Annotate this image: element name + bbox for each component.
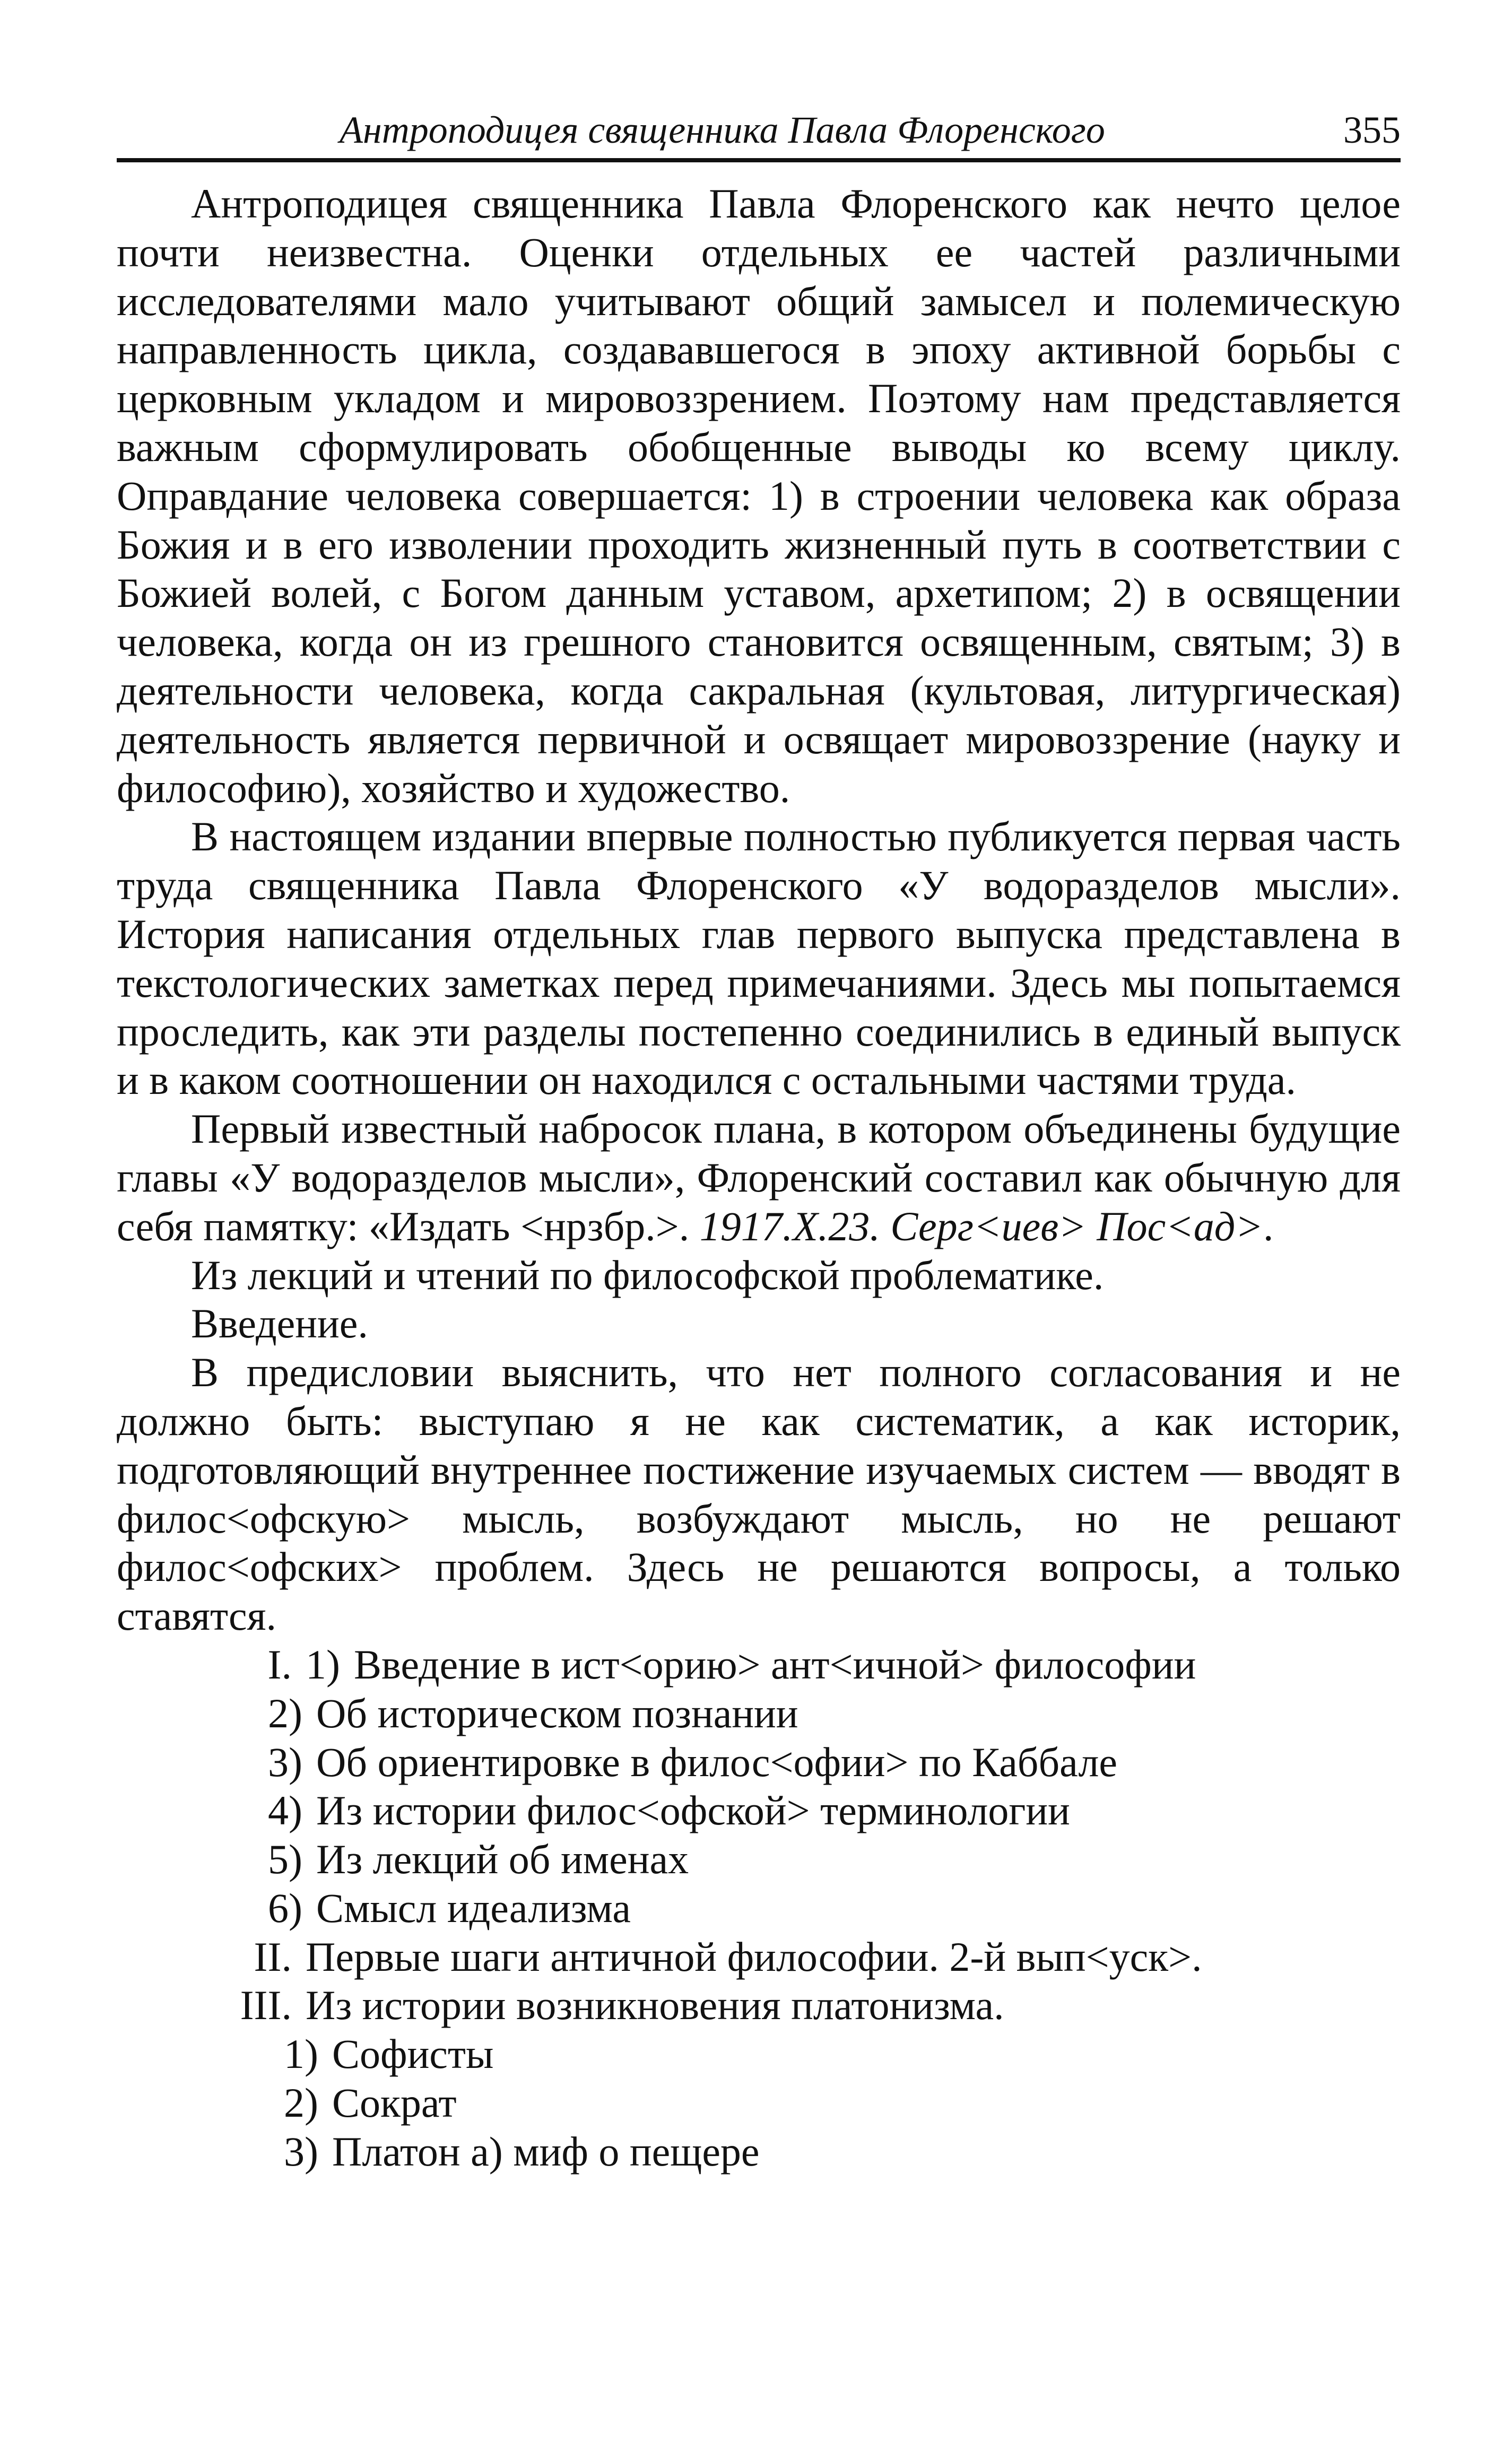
outline-item bbox=[117, 1884, 1401, 1933]
page-body bbox=[117, 179, 1401, 2176]
outline-item-text: Софисты bbox=[332, 2031, 494, 2077]
outline-item bbox=[117, 1738, 1401, 1787]
outline-item bbox=[117, 2079, 1401, 2127]
outline-item-text: Введение в ист<орию> ант<ичной> философии bbox=[353, 1641, 1196, 1688]
plan-line-introduction: Введение. bbox=[191, 1300, 368, 1347]
outline-num: 2) bbox=[284, 2080, 318, 2126]
outline-item bbox=[117, 1786, 1401, 1835]
outline-roman-1: I. bbox=[267, 1641, 292, 1688]
outline-item-text: Платон а) миф о пещере bbox=[332, 2128, 760, 2175]
page-header bbox=[117, 99, 1401, 157]
outline-num: 5) bbox=[268, 1836, 302, 1883]
outline-item-text: Из истории возникновения платонизма. bbox=[306, 1982, 1004, 2029]
outline-section-1 bbox=[117, 1640, 1401, 1689]
outline-num: 2) bbox=[268, 1690, 302, 1736]
outline-section-3 bbox=[117, 1981, 1401, 2030]
outline-num: 3) bbox=[284, 2128, 318, 2175]
outline-item-text: Об ориентировке в филос<офии> по Каббале bbox=[316, 1738, 1118, 1785]
outline-num: 1) bbox=[306, 1641, 340, 1688]
plan-intro-end: . bbox=[1263, 1203, 1274, 1249]
outline-num: 6) bbox=[268, 1884, 302, 1931]
paragraph-preface: В предисловии выяснить, что нет полного согласования и не должно быть: выступаю я не как систематик, а как историк, подготовляющий внутреннее постижение изучаемых систем — вводят в филос<офскую> мысль, возбуждают мысль, но не решают филос<офских> проблем. Здесь не решаются вопросы, а только ставятся. bbox=[117, 1349, 1401, 1639]
plan-line-title: Из лекций и чтений по философской проблематике. bbox=[191, 1251, 1104, 1298]
header-rule bbox=[117, 158, 1401, 162]
plan-intro-date: 1917.X.23. Серг<иев> Пос<ад> bbox=[699, 1203, 1263, 1249]
outline-item-text: Из истории филос<офской> терминологии bbox=[316, 1787, 1070, 1834]
paragraph-publication: В настоящем издании впервые полностью публикуется первая часть труда священника Павла Флоренского «У водоразделов мысли». История написания отдельных глав первого выпуска представлена в текстологических заметках перед примечаниями. Здесь мы попытаемся проследить, как эти разделы постепенно соединились в единый выпуск и в каком соотношении он находился с остальными частями труда. bbox=[117, 813, 1401, 1103]
plan-intro-text: Первый известный набросок плана, в котором объединены будущие главы «У водоразделов мысли», Флоренский составил как обычную для себя памятку: «Издать <нрзбр.>. bbox=[117, 1106, 1401, 1249]
outline-item bbox=[117, 1689, 1401, 1738]
outline-item bbox=[117, 2030, 1401, 2079]
outline-section-2 bbox=[117, 1933, 1401, 1981]
outline-roman-3: III. bbox=[240, 1982, 292, 2029]
outline-item-text: Первые шаги античной философии. 2-й вып<уск>. bbox=[306, 1933, 1202, 1980]
outline-item-text: Из лекций об именах bbox=[316, 1836, 689, 1883]
paragraph-plan-intro bbox=[117, 1105, 1401, 1250]
paragraph-anthropodicy: Антроподицея священника Павла Флоренского как нечто целое почти неизвестна. Оценки отдельных ее частей различными исследователями мало учитывают общий замысел и полемическую направленность цикла, создававшегося в эпоху активной борьбы с церковным укладом и мировоззрением. Поэтому нам представляется важным сформулировать обобщенные выводы ко всему циклу. Оправдание человека совершается: 1) в строении человека как образа Божия и в его изволении проходить жизненный путь в соответствии с Божией волей, с Богом данным уставом, архетипом; 2) в освящении человека, когда он из грешного становится освященным, святым; 3) в деятельности человека, когда сакральная (культовая, литургическая) деятельность является первичной и освящает мировоззрение (науку и философию), хозяйство и художество. bbox=[117, 180, 1401, 811]
outline-item-text: Смысл идеализма bbox=[316, 1884, 631, 1931]
outline-num: 4) bbox=[268, 1787, 302, 1834]
outline-item bbox=[117, 2127, 1401, 2176]
plan-outline bbox=[117, 1640, 1401, 2176]
page-number: 355 bbox=[1343, 109, 1401, 151]
running-title: Антроподицея священника Павла Флоренского bbox=[340, 109, 1105, 151]
outline-roman-2: II. bbox=[254, 1933, 292, 1980]
outline-item-text: Об историческом познании bbox=[316, 1690, 798, 1736]
outline-num: 3) bbox=[268, 1738, 302, 1785]
outline-item-text: Сократ bbox=[332, 2080, 457, 2126]
outline-num: 1) bbox=[284, 2031, 318, 2077]
outline-item bbox=[117, 1835, 1401, 1884]
